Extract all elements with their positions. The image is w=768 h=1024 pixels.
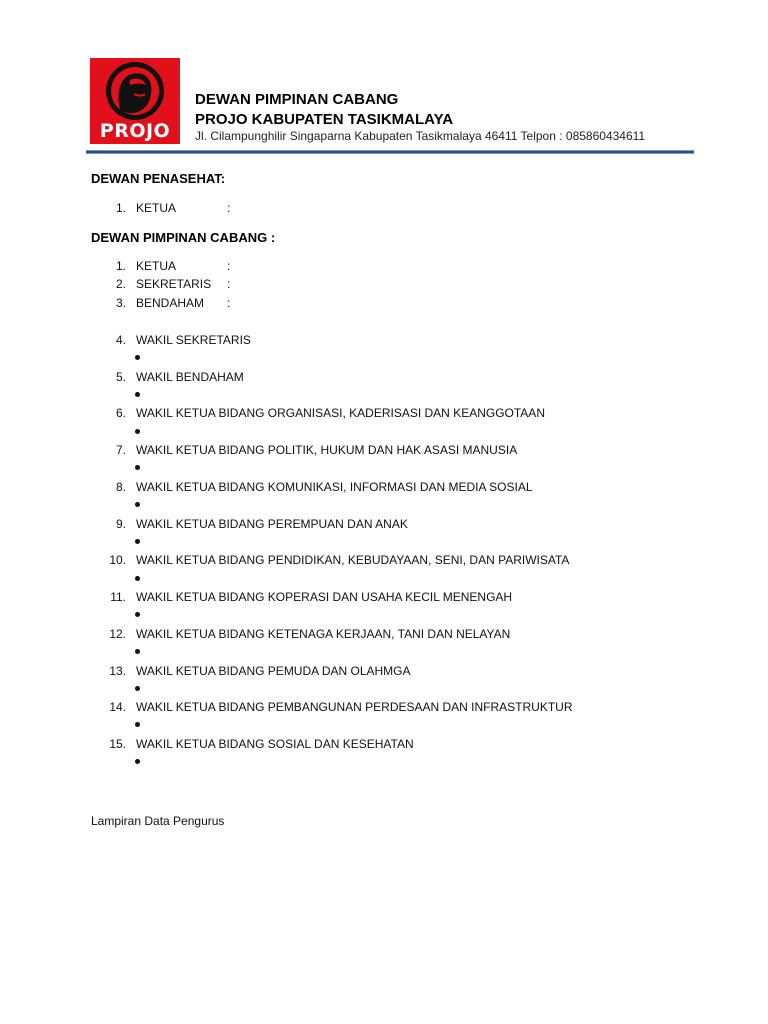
item-number: 1. [115, 259, 126, 273]
item-label: WAKIL BENDAHAM [136, 370, 244, 384]
item-number: 13. [109, 664, 126, 678]
item-label: WAKIL KETUA BIDANG PEMUDA DAN OLAHMGA [136, 664, 411, 678]
item-number: 6. [115, 406, 126, 420]
item-label: BENDAHAM [136, 296, 205, 310]
item-label: WAKIL KETUA BIDANG KOPERASI DAN USAHA KECIL MENENGAH [136, 590, 513, 604]
item-label: WAKIL KETUA BIDANG SOSIAL DAN KESEHATAN [136, 737, 414, 751]
item-colon: : [227, 277, 231, 291]
org-name-line2: PROJO KABUPATEN TASIKMALAYA [195, 111, 454, 128]
item-number: 10. [109, 553, 126, 567]
portrait-silhouette-icon [90, 58, 180, 128]
item-label: KETUA [136, 201, 177, 215]
bullet-point [135, 392, 140, 397]
item-number: 7. [115, 443, 126, 457]
item-number: 5. [115, 370, 126, 384]
item-label: WAKIL KETUA BIDANG POLITIK, HUKUM DAN HAK ASASI MANUSIA [136, 443, 518, 457]
item-number: 8. [115, 480, 126, 494]
item-label: WAKIL KETUA BIDANG PEMBANGUNAN PERDESAAN DAN INFRASTRUKTUR [136, 700, 573, 714]
org-address: Jl. Cilampunghilir Singaparna Kabupaten Tasikmalaya 46411 Telpon : 085860434611 [195, 129, 646, 143]
org-name-line1: DEWAN PIMPINAN CABANG [195, 91, 399, 108]
item-colon: : [227, 201, 231, 215]
bullet-point [135, 722, 140, 727]
bullet-point [135, 429, 140, 434]
item-number: 15. [109, 737, 126, 751]
item-number: 3. [115, 296, 126, 310]
bullet-point [135, 502, 140, 507]
bullet-point [135, 355, 140, 360]
item-number: 11. [110, 590, 126, 604]
item-number: 2. [115, 277, 126, 291]
logo-text: PROJO [99, 120, 171, 142]
item-label: WAKIL KETUA BIDANG ORGANISASI, KADERISASI DAN KEANGGOTAAN [136, 406, 545, 420]
item-number: 9. [115, 517, 126, 531]
item-label: WAKIL KETUA BIDANG KOMUNIKASI, INFORMASI DAN MEDIA SOSIAL [136, 480, 533, 494]
item-colon: : [227, 259, 231, 273]
bullet-point [135, 539, 140, 544]
item-number: 14. [109, 700, 126, 714]
item-label: KETUA [136, 259, 177, 273]
item-number: 4. [115, 333, 126, 347]
bullet-point [135, 576, 140, 581]
item-number: 12. [109, 627, 126, 641]
item-colon: : [227, 296, 231, 310]
item-label: WAKIL KETUA BIDANG PEREMPUAN DAN ANAK [136, 517, 408, 531]
bullet-point [135, 759, 140, 764]
item-label: WAKIL SEKRETARIS [136, 333, 251, 347]
bullet-point [135, 612, 140, 617]
bullet-point [135, 465, 140, 470]
bullet-point [135, 649, 140, 654]
attachment-note: Lampiran Data Pengurus [91, 814, 225, 828]
item-label: SEKRETARIS [136, 277, 212, 291]
section-title-penasehat: DEWAN PENASEHAT: [91, 171, 226, 186]
projo-logo [90, 58, 180, 144]
header-divider [86, 150, 694, 154]
section-title-pimpinan: DEWAN PIMPINAN CABANG : [91, 230, 276, 245]
item-label: WAKIL KETUA BIDANG PENDIDIKAN, KEBUDAYAAN, SENI, DAN PARIWISATA [136, 553, 570, 567]
bullet-point [135, 686, 140, 691]
item-number: 1. [115, 201, 126, 215]
item-label: WAKIL KETUA BIDANG KETENAGA KERJAAN, TANI DAN NELAYAN [136, 627, 511, 641]
